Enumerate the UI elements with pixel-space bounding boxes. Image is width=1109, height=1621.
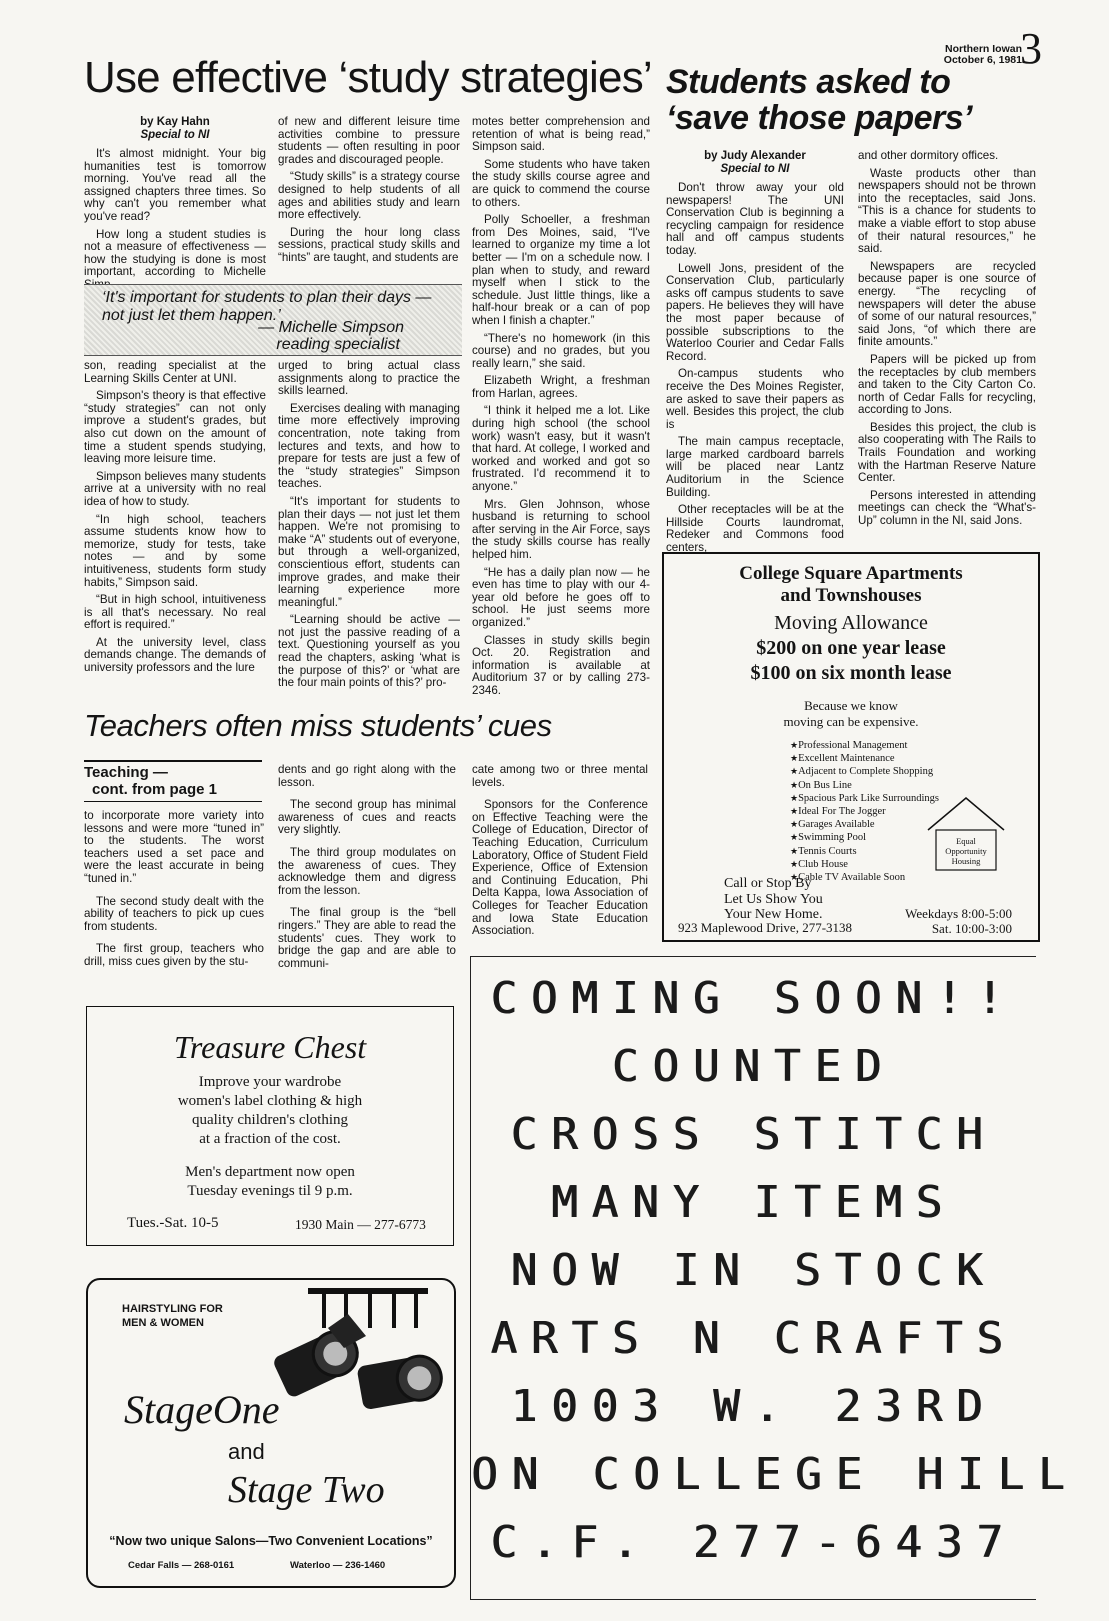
salon-location-waterloo: Waterloo — 236-1460 (290, 1560, 386, 1571)
ad-cta (724, 876, 823, 923)
paragraph: Besides this project, the club is also cooperating with The Rails to Trails Foundation and working with the Hartman Reserve Nature Center. (858, 420, 1036, 485)
equal-housing-line1: Equal (956, 836, 976, 846)
pull-quote-attribution-name: — Michelle Simpson (258, 319, 404, 336)
paragraph: Don't throw away your old newspapers! The UNI Conservation Club is beginning a recycling campaign for residence hall and off campus students today. (666, 181, 844, 257)
story2-column1 (666, 150, 844, 560)
paragraph: Simpson's theory is that effective “study strategies” can not only improve a student's grades, but also cut down on the amount of time a student spends studying, leaving more leisure time. (84, 389, 266, 466)
jump-label (84, 764, 264, 798)
ad-title-line1: College Square Apartments (739, 563, 963, 584)
story1-column1-top (84, 116, 266, 297)
salon-name-one: StageOne (124, 1387, 280, 1432)
ad-title (664, 563, 1038, 607)
study-strategies-headline: Use effective ‘study strategies’ (84, 53, 652, 102)
cross-stitch-line: COMING SOON!! (490, 973, 1017, 1024)
ad-lead-line2: moving can be expensive. (783, 714, 919, 729)
story1-column1-bottom (84, 360, 266, 680)
equal-housing-line3: Housing (951, 856, 981, 866)
treasure-chest-ad (86, 1006, 454, 1246)
teachers-cues-headline: Teachers often miss students’ cues (84, 708, 552, 743)
treasure-chest-address: 1930 Main — 277-6773 (295, 1217, 426, 1232)
treasure-line6: Tuesday evenings til 9 p.m. (187, 1183, 353, 1199)
jump-rule-bottom (84, 801, 262, 802)
paragraph: “It's important for students to plan their days — not just let them happen. We're not promising to make “A” students out of everyone, but through a well-organized, conscientious effort, students can improve grades, and make their learning experience more meaningful.” (278, 494, 460, 609)
cross-stitch-line: ON COLLEGE HILL (471, 1449, 1079, 1500)
pull-quote-text: ‘It's important for students to plan their days — not just let them happen.’ (102, 289, 432, 324)
paragraph: Exercises dealing with managing time more effectively improving concentration, note taking from lectures and texts, and how to prepare for tests are just a few of the “study strategies” Simpson teaches. (278, 401, 460, 491)
jump-line1: Teaching — (84, 764, 168, 781)
paragraph: The main campus receptacle, large marked cardboard barrels will be placed near Lantz Auditorium in the Science Building. (666, 435, 844, 499)
amenity-item: ★ Tennis Courts (790, 845, 939, 858)
paragraph: Simpson believes many students arrive at a university with no real idea of how to study. (84, 469, 266, 508)
amenity-item: ★ Swimming Pool (790, 831, 939, 844)
paragraph: “There's no homework (in this course) and no grades, but you really learn,” she said. (472, 331, 650, 370)
paragraph: son, reading specialist at the Learning Skills Center at UNI. (84, 359, 266, 385)
treasure-chest-hours: Tues.-Sat. 10-5 (127, 1215, 219, 1231)
salon-tagline (122, 1302, 223, 1330)
treasure-line4: at a fraction of the cost. (199, 1131, 341, 1147)
paragraph: “In high school, teachers assume students know how to memorize, study for tests, take notes — and by some intuitiveness, students form study habits,” Simpson said. (84, 512, 266, 589)
paragraph: At the university level, class demands change. The demands of university professors and the lure (84, 635, 266, 675)
amenity-item: ★ Garages Available (790, 818, 939, 831)
treasure-chest-mens (87, 1163, 453, 1201)
paragraph: The third group modulates on the awareness of cues. They acknowledge them and digress from the lesson. (278, 845, 456, 897)
ad-address: 923 Maplewood Drive, 277-3138 (678, 920, 853, 935)
paragraph: “He has a daily plan now — he even has time to play with our 4-year old before he goes off to school. He just seems more organized.” (472, 565, 650, 629)
story1-column3 (472, 116, 650, 703)
cross-stitch-ad (470, 956, 1079, 1600)
issue-date: October 6, 1981 (943, 54, 1022, 66)
amenity-item: ★ Cable TV Available Soon (790, 871, 939, 884)
equal-housing-line2: Opportunity (945, 846, 987, 856)
salon-slogan: “Now two unique Salons—Two Convenient Locations” (109, 1534, 433, 1548)
paragraph: cate among two or three mental levels. (472, 763, 648, 789)
ad-lead (664, 698, 1038, 730)
story1-column2-top (278, 116, 460, 270)
amenities-list (790, 739, 939, 884)
paragraph: Newspapers are recycled because paper is one source of energy. “The recycling of newspapers will deter the abuse of some of our natural resources,” said Jons, “of which there are finite amounts.” (858, 259, 1036, 349)
hours-weekdays: Weekdays 8:00-5:00 (905, 906, 1012, 921)
cta-line3: Your New Home. (724, 907, 823, 922)
amenity-item: ★ Professional Management (790, 739, 939, 752)
page-number: 3 (1020, 24, 1042, 73)
college-square-ad (662, 552, 1040, 942)
paragraph: On-campus students who receive the Des Moines Register, are asked to save their papers as well. Besides this project, the club is (666, 367, 844, 431)
paragraph: During the hour long class sessions, practical study skills and “hints” are taught, and students are (278, 225, 460, 264)
hours-saturday: Sat. 10:00-3:00 (931, 921, 1012, 936)
story1-byline-role: Special to NI (140, 129, 210, 141)
story1-byline (84, 116, 266, 142)
stage-salon-ad (86, 1278, 456, 1588)
offer (664, 611, 1038, 686)
paragraph: urged to bring actual class assignments along to practice the skills learned. (278, 359, 460, 398)
paragraph: Polly Schoeller, a freshman from Des Moines, said, “I've learned to organize my time a lot better — I'm on a schedule now. I plan when to study, and reward myself when I stick to the schedule. Just little things, like a half-hour break or a can of pop when I finish a chapter.” (472, 213, 650, 327)
paragraph: Mrs. Glen Johnson, whose husband is returning to school after serving in the Air Force, says the study skills course has really helped him. (472, 497, 650, 561)
cross-stitch-line: CROSS STITCH (510, 1109, 997, 1160)
paragraph: Elizabeth Wright, a freshman from Harlan, agrees. (472, 374, 650, 400)
salon-tagline-line2: MEN & WOMEN (122, 1317, 204, 1329)
cross-stitch-line: MANY ITEMS (551, 1177, 956, 1228)
paragraph: motes better comprehension and retention of what is being read,” Simpson said. (472, 115, 650, 154)
jump-rule (84, 760, 262, 762)
jump-line2: cont. from page 1 (92, 781, 218, 798)
treasure-line2: women's label clothing & high (177, 1093, 363, 1109)
paragraph: dents and go right along with the lesson. (278, 763, 456, 789)
salon-location-cedar-falls: Cedar Falls — 268-0161 (128, 1560, 235, 1571)
amenity-item: ★ Adjacent to Complete Shopping (790, 765, 939, 778)
treasure-chest-name: Treasure Chest (173, 1029, 367, 1065)
save-papers-headline (666, 64, 1006, 136)
story2-byline-name: by Judy Alexander (704, 150, 806, 162)
ad-title-line2: and Townshouses (780, 585, 922, 606)
story3-column2 (278, 764, 456, 975)
treasure-line3: quality children's clothing (191, 1112, 348, 1128)
cross-stitch-line: C.F. 277-6437 (490, 1517, 1017, 1568)
paragraph: Persons interested in attending meetings can check the “What's-Up” column in the NI, said Jons. (858, 488, 1036, 528)
offer-six-month: $100 on six month lease (750, 662, 952, 684)
paragraph: How long a student studies is not a measure of effectiveness — how the studying is done is most important, according to Michelle (84, 227, 266, 279)
cta-line1: Call or Stop By (724, 876, 812, 891)
ad-lead-line1: Because we know (804, 698, 898, 713)
story2-byline-role: Special to NI (720, 163, 790, 175)
amenity-item: ★ Ideal For The Jogger (790, 805, 939, 818)
cross-stitch-line: ARTS N CRAFTS (490, 1313, 1017, 1364)
story3-column1 (84, 810, 264, 974)
paragraph: The first group, teachers who drill, miss cues given by the stu- (84, 942, 264, 968)
offer-one-year: $200 on one year lease (756, 637, 946, 659)
salon-and: and (228, 1439, 265, 1464)
cta-line2: Let Us Show You (724, 891, 823, 907)
paragraph: and other dormitory offices. (858, 149, 999, 162)
paragraph: The second study dealt with the ability of teachers to pick up cues from students. (84, 894, 264, 933)
story2-column2 (858, 150, 1036, 533)
ad-hours (905, 906, 1012, 936)
paragraph: Waste products other than newspapers should not be thrown into the receptacles, said Jons. “This is a chance for students to make a viable effort to stop abuse of their natural resources,” he said. (858, 166, 1036, 256)
cross-stitch-text (471, 969, 1079, 1573)
amenity-item: ★ Excellent Maintenance (790, 752, 939, 765)
story3-column3 (472, 764, 648, 943)
paragraph: Sponsors for the Conference on Effective Teaching were the College of Education, Director of Teaching Education, Curriculum Laboratory, Office of Student Field Experience, Office of Extension and Continuing Education, Phi Delta Kappa, Iowa Association of Colleges for Teacher Education and Iowa State Education Association. (472, 798, 648, 938)
paragraph: Lowell Jons, president of the Conservation Club, particularly asks off campus students to save papers. He believes they will have the most paper because of possible subscriptions to the Waterloo Courier and Cedar Falls Record. (666, 261, 844, 363)
cross-stitch-line: NOW IN STOCK (510, 1245, 997, 1296)
story1-column2-bottom (278, 360, 460, 695)
equal-housing-text (936, 836, 996, 866)
paragraph: of new and different leisure time activities combine to pressure students — often resulting in poor grades and discouraged people. (278, 115, 460, 166)
paragraph: It's almost midnight. Your big humanities test is tomorrow morning. You've read all the assigned chapters three times. So why can't you remember what you've read? (84, 147, 266, 223)
paragraph: Classes in study skills begin Oct. 20. Registration and information is available at Auditorium 37 or by calling 273-2346. (472, 633, 650, 697)
pull-quote (84, 284, 462, 356)
amenity-item: ★ Club House (790, 858, 939, 871)
amenity-item: ★ Spacious Park Like Surroundings (790, 792, 939, 805)
paragraph: The second group has minimal awareness of cues and reacts very slightly. (278, 798, 456, 837)
paragraph: “I think it helped me a lot. Like during high school (the school work) wasn't easy, but it wasn't that hard. At college, I worked and worked and worked and got so frustrated. I'd recommend it to anyone.” (472, 404, 650, 494)
story1-byline-name: by Kay Hahn (140, 116, 210, 128)
paragraph: Papers will be picked up from the receptacles by club members and taken to the City Carton Co. north of Cedar Falls for recycling, according to Jons. (858, 352, 1036, 417)
amenity-item: ★ On Bus Line (790, 779, 939, 792)
paper-name: Northern Iowan (944, 43, 1022, 55)
paragraph: “Learning should be active — not just the passive reading of a text. Questioning yourself as you read the chapters, asking ‘what is the purpose of this?’ or ‘what are the four main points of this?’ pro- (278, 613, 460, 690)
treasure-chest-body (87, 1073, 453, 1149)
treasure-line1: Improve your wardrobe (198, 1074, 342, 1090)
salon-name-two: Stage Two (228, 1469, 385, 1511)
paragraph: “Study skills” is a strategy course designed to help students of all ages and abilities study and learn more effectively. (278, 170, 460, 222)
offer-title: Moving Allowance (774, 612, 928, 634)
equal-housing-icon (926, 794, 1006, 874)
paragraph: Other receptacles will be at the Hillside Courts laundromat, Redeker and Commons food centers, (666, 503, 844, 555)
cross-stitch-line: 1003 W. 23RD (510, 1381, 997, 1432)
paragraph: “But in high school, intuitiveness is all that's necessary. No real effort is required.” (84, 593, 266, 632)
paragraph: Some students who have taken the study skills course agree and are quick to commend the course to others. (472, 157, 650, 209)
paragraph: to incorporate more variety into lessons and were more “tuned in” to the students. The worst teachers used a set pace and were the least accurate in being “tuned in.” (84, 809, 264, 885)
story2-byline (666, 150, 844, 176)
cross-stitch-line: COUNTED (611, 1041, 896, 1092)
pull-quote-attribution-role: reading specialist (276, 336, 400, 353)
paragraph: The final group is the “bell ringers.” They are able to read the students' cues. They work to bridge the gap and are able to communi- (278, 906, 456, 970)
treasure-line5: Men's department now open (185, 1164, 355, 1180)
save-papers-headline-text: Students asked to ‘save those papers’ (666, 63, 973, 137)
salon-tagline-line1: HAIRSTYLING FOR (122, 1303, 223, 1315)
